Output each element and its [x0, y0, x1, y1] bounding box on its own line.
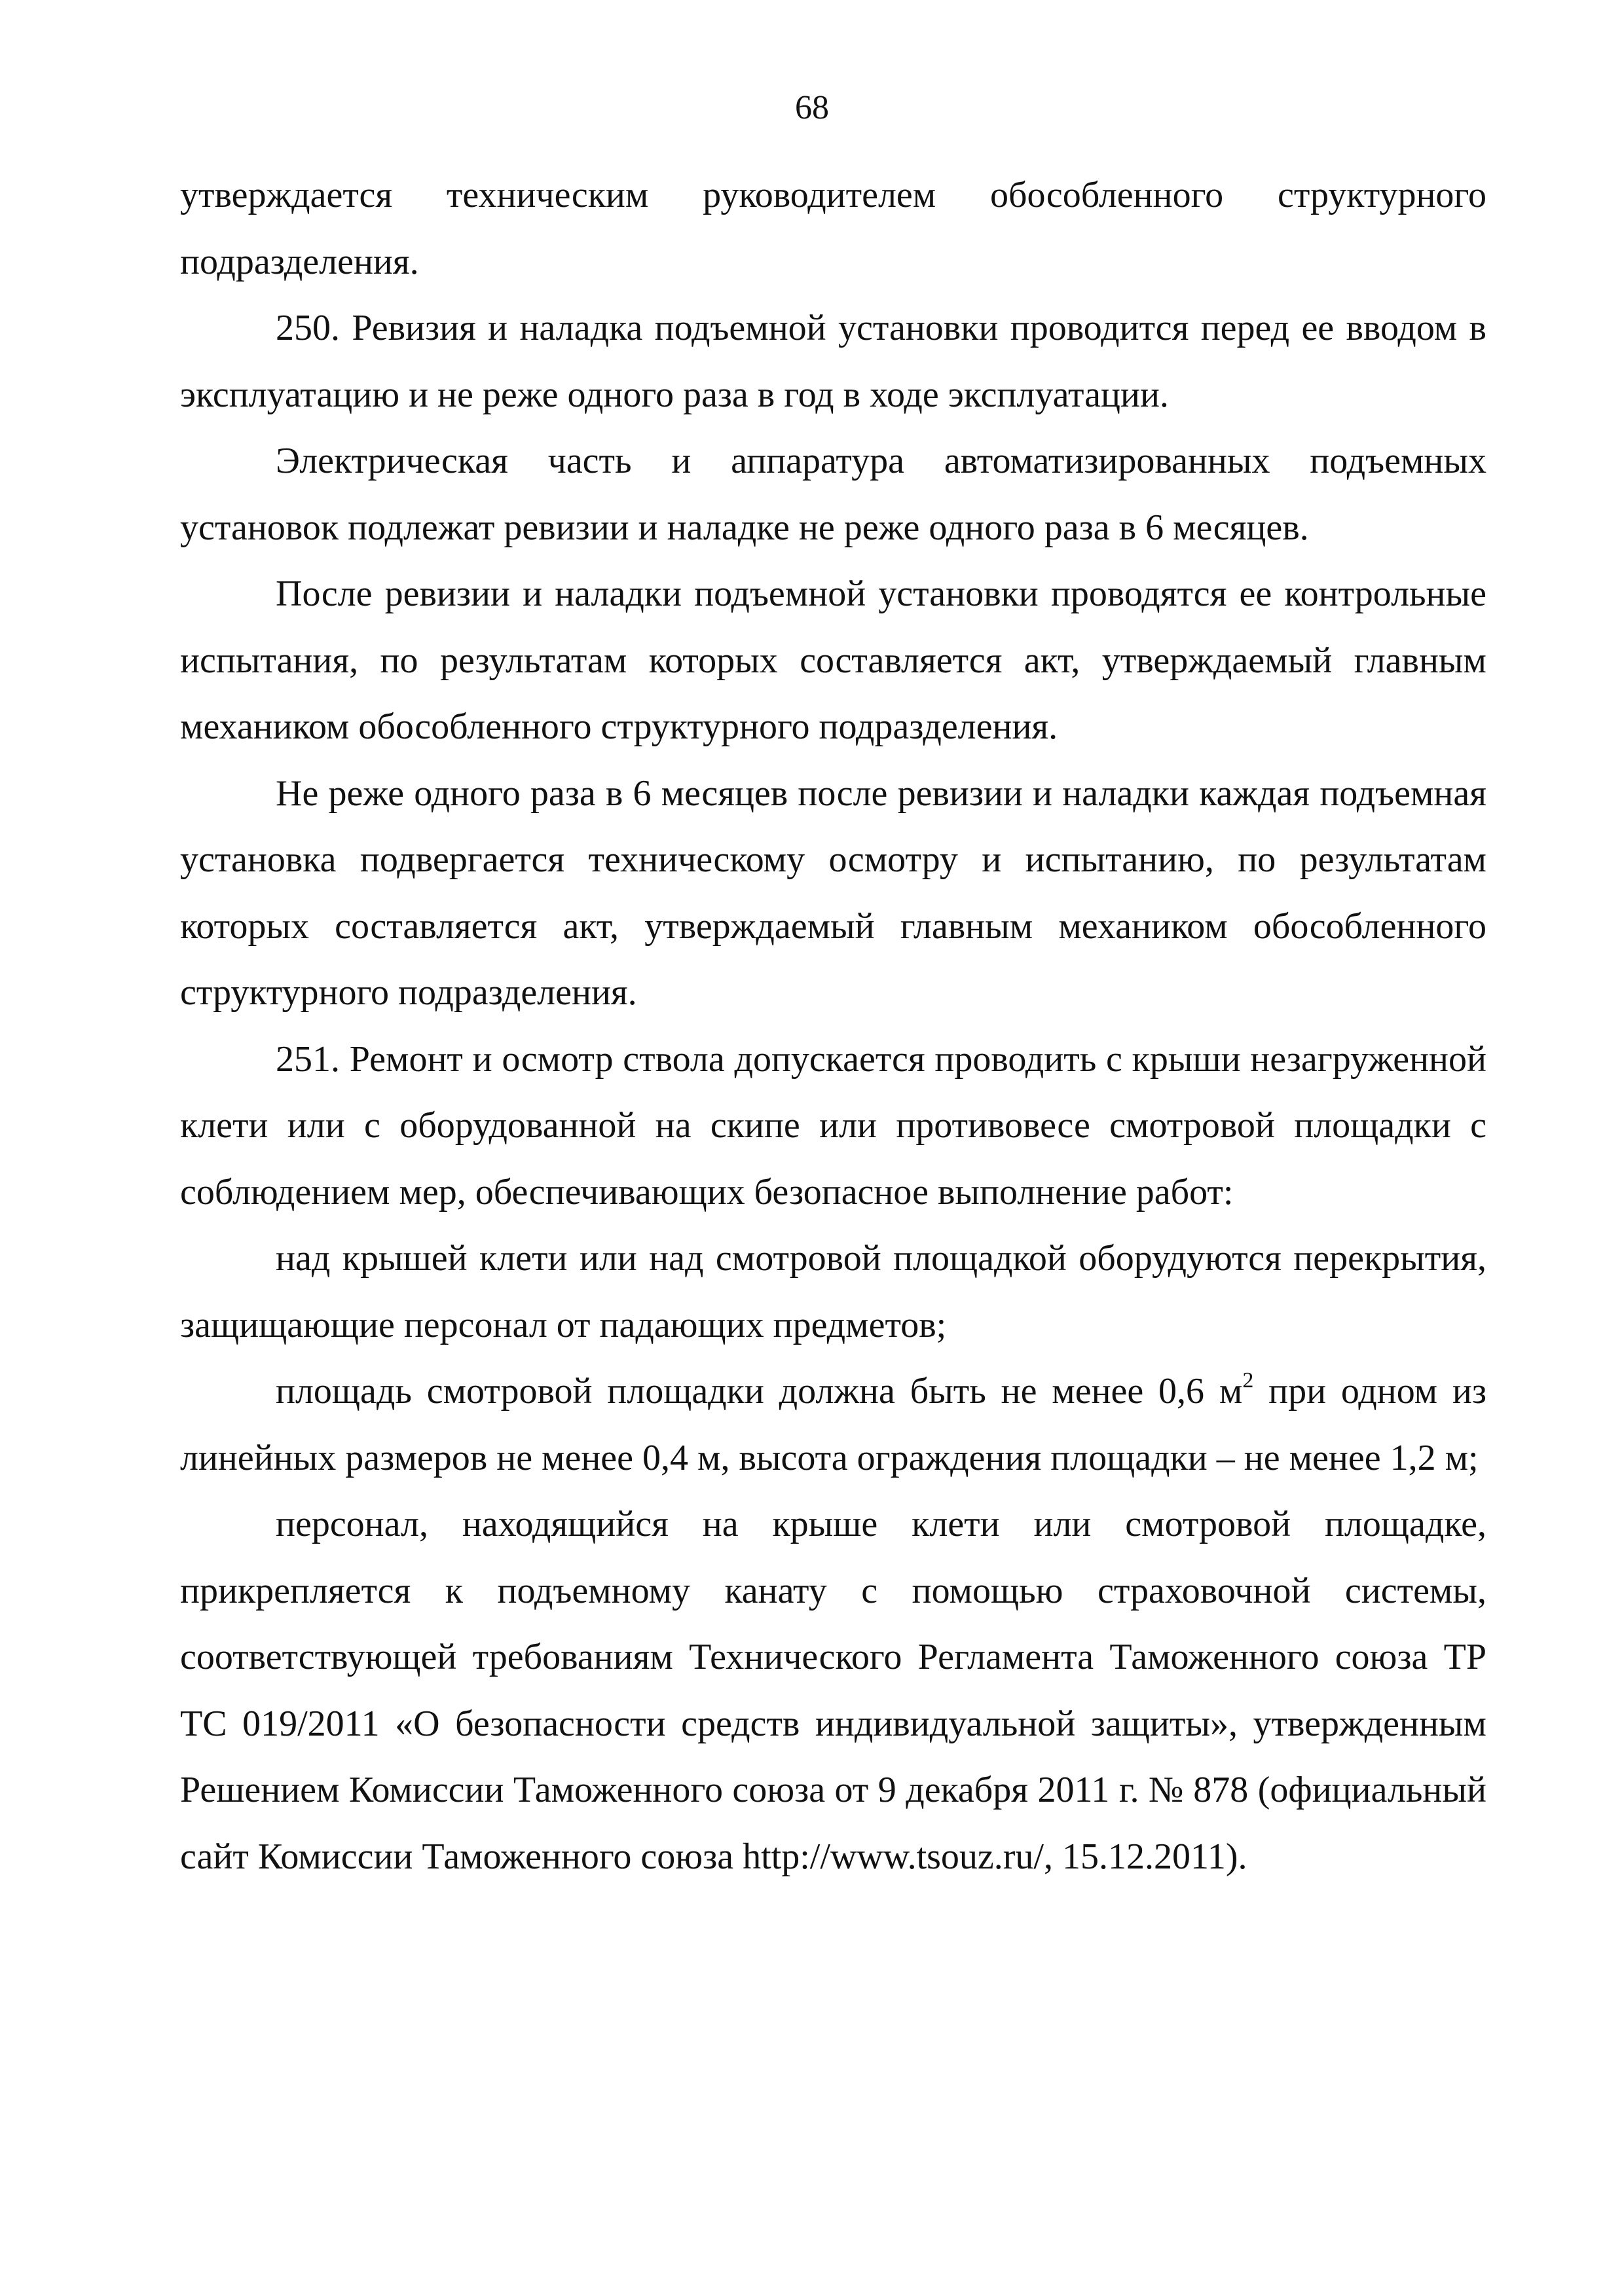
page-number: 68 [795, 89, 829, 126]
list-item-platform-area [180, 1358, 1486, 1491]
platform-area-text-2: при одном из линейных размеров не менее 0,4 м, высота ограждения площадки – не менее 1,2 м; [180, 1371, 1487, 1478]
paragraph-continuation: утверждается техническим руководителем обособленного структурного подразделения. [180, 175, 1486, 282]
document-body [180, 162, 1486, 1890]
paragraph-control-tests: После ревизии и наладки подъемной установки проводятся ее контрольные испытания, по результатам которых составляется акт, утверждаемый главным механиком обособленного структурного подразделения. [180, 574, 1486, 747]
paragraph-251: 251. Ремонт и осмотр ствола допускается проводить с крыши незагруженной клети или с оборудованной на скипе или противовесе смотровой площадки с соблюдением мер, обеспечивающих безопасное выполнение работ: [180, 1038, 1486, 1212]
superscript-2: 2 [1242, 1368, 1254, 1393]
paragraph-250: 250. Ревизия и наладка подъемной установки проводится перед ее вводом в эксплуатацию и не реже одного раза в год в ходе эксплуатации. [180, 308, 1486, 415]
platform-area-text-1: площадь смотровой площадки должна быть не менее 0,6 м [276, 1371, 1243, 1412]
list-item-safety-system: персонал, находящийся на крыше клети или смотровой площадке, прикрепляется к подъемному канату с помощью страховочной системы, соответствующей требованиям Технического Регламента Таможенного союза ТР ТС 019/2011 «О безопасности средств индивидуальной защиты», утвержденным Решением Комиссии Таможенного союза от 9 декабря 2011 г. № 878 (официальный сайт Комиссии Таможенного союза http://www.tsouz.ru/, 15.12.2011). [180, 1504, 1486, 1877]
paragraph-inspection: Не реже одного раза в 6 месяцев после ревизии и наладки каждая подъемная установка подвергается техническому осмотру и испытанию, по результатам которых составляется акт, утверждаемый главным механиком обособленного структурного подразделения. [180, 773, 1486, 1013]
paragraph-electrical: Электрическая часть и аппаратура автоматизированных подъемных установок подлежат ревизии и наладке не реже одного раза в 6 месяцев. [180, 441, 1486, 548]
list-item-roof-cover: над крышей клети или над смотровой площадкой оборудуются перекрытия, защищающие персонал от падающих предметов; [180, 1238, 1486, 1345]
